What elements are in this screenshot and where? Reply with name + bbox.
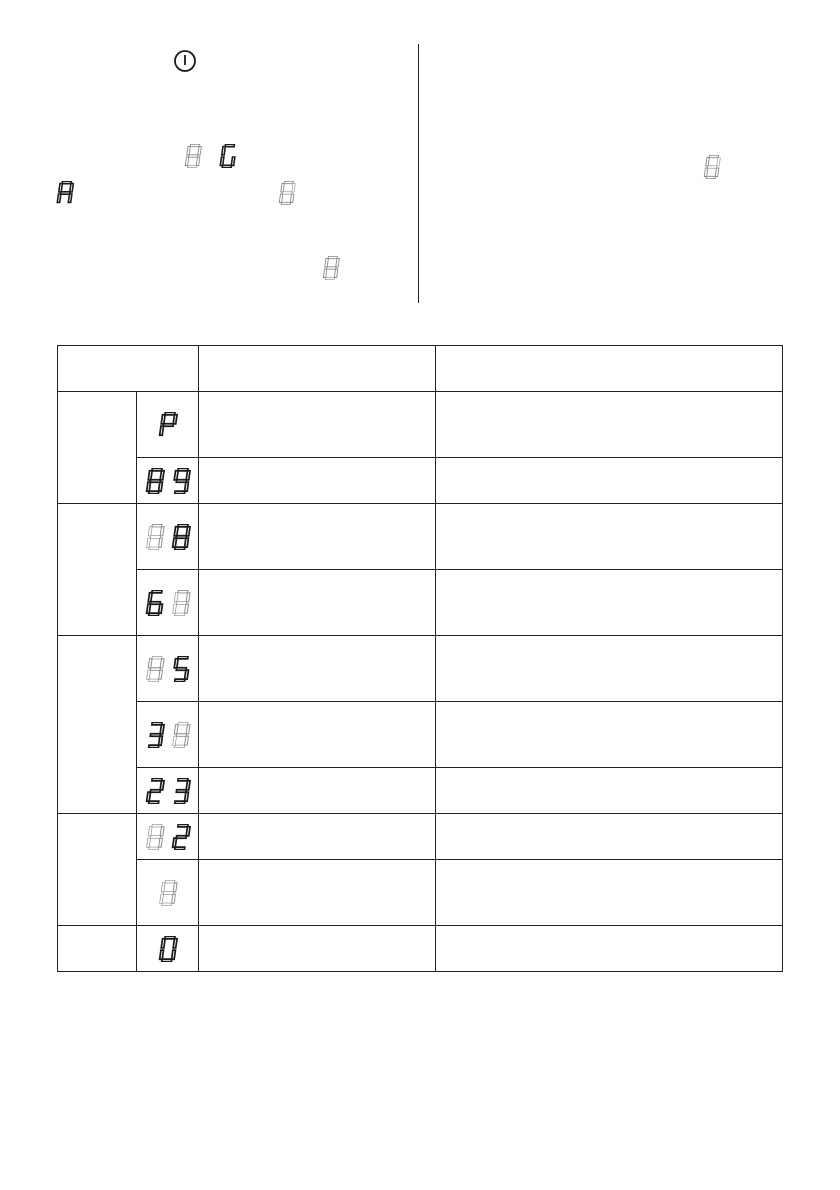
power-level-display [142,782,194,797]
display-digit-9 [171,468,191,494]
usage-cell [199,814,436,860]
power-level-display [155,884,181,899]
power-level-display [155,940,181,955]
table-row [58,860,783,926]
header-display [58,346,199,392]
group-label-cell [58,504,137,636]
display-digit-6 [145,590,165,616]
tips-cell [436,926,783,972]
power-level-display [142,726,194,741]
header-tips [436,346,783,392]
tips-cell [436,504,783,570]
table-row [58,926,783,972]
tips-cell [436,636,783,702]
column-divider [418,44,419,303]
display-symbol-g-icon [219,144,237,168]
tips-cell [436,860,783,926]
power-level-table [57,345,783,972]
display-cell [137,570,199,636]
table-header-row [58,346,783,392]
usage-cell [199,926,436,972]
tips-cell [436,768,783,814]
display-symbol-g-icon [278,181,296,205]
table-row [58,768,783,814]
power-level-display [142,594,194,609]
table-row [58,636,783,702]
display-symbol-a-icon [56,181,74,205]
display-cell [137,702,199,768]
display-cell [137,768,199,814]
display-cell [137,814,199,860]
usage-cell [199,458,436,504]
tips-cell [436,392,783,458]
display-digit-8 [171,524,191,550]
display-digit-4 [171,722,191,748]
usage-cell [199,702,436,768]
power-level-display [142,472,194,487]
tips-cell [436,458,783,504]
display-cell [137,504,199,570]
display-digit-7 [145,524,165,550]
table-row [58,702,783,768]
display-symbol-g-icon [703,155,721,179]
power-on-off-icon [173,49,197,73]
display-cell [137,636,199,702]
display-cell [137,860,199,926]
usage-cell [199,392,436,458]
display-digit-3 [171,778,191,804]
display-digit-1 [158,880,178,906]
display-digit-7 [171,590,191,616]
display-digit-2 [171,824,191,850]
display-cell [137,926,199,972]
usage-cell [199,768,436,814]
display-cell [137,458,199,504]
display-digit-4 [145,656,165,682]
power-level-display [142,828,194,843]
power-level-display [155,416,181,431]
display-cell [137,392,199,458]
table-row [58,392,783,458]
display-digit-2 [145,778,165,804]
display-digit-1 [145,824,165,850]
group-label-cell [58,392,137,504]
display-digit-8 [145,468,165,494]
display-digit-3 [145,722,165,748]
display-digit-P [158,412,178,438]
table-row [58,814,783,860]
table-row [58,458,783,504]
tips-cell [436,570,783,636]
power-level-display [142,528,194,543]
power-level-display [142,660,194,675]
usage-cell [199,570,436,636]
display-symbol-a-icon [184,144,202,168]
usage-cell [199,636,436,702]
usage-cell [199,504,436,570]
tips-cell [436,814,783,860]
usage-cell [199,860,436,926]
group-label-cell [58,814,137,926]
display-symbol-a-icon [322,256,340,280]
tips-cell [436,702,783,768]
table-row [58,504,783,570]
display-digit-5 [171,656,191,682]
display-digit-0 [158,936,178,962]
header-usage [199,346,436,392]
group-label-cell [58,636,137,814]
group-label-cell [58,926,137,972]
table-row [58,570,783,636]
